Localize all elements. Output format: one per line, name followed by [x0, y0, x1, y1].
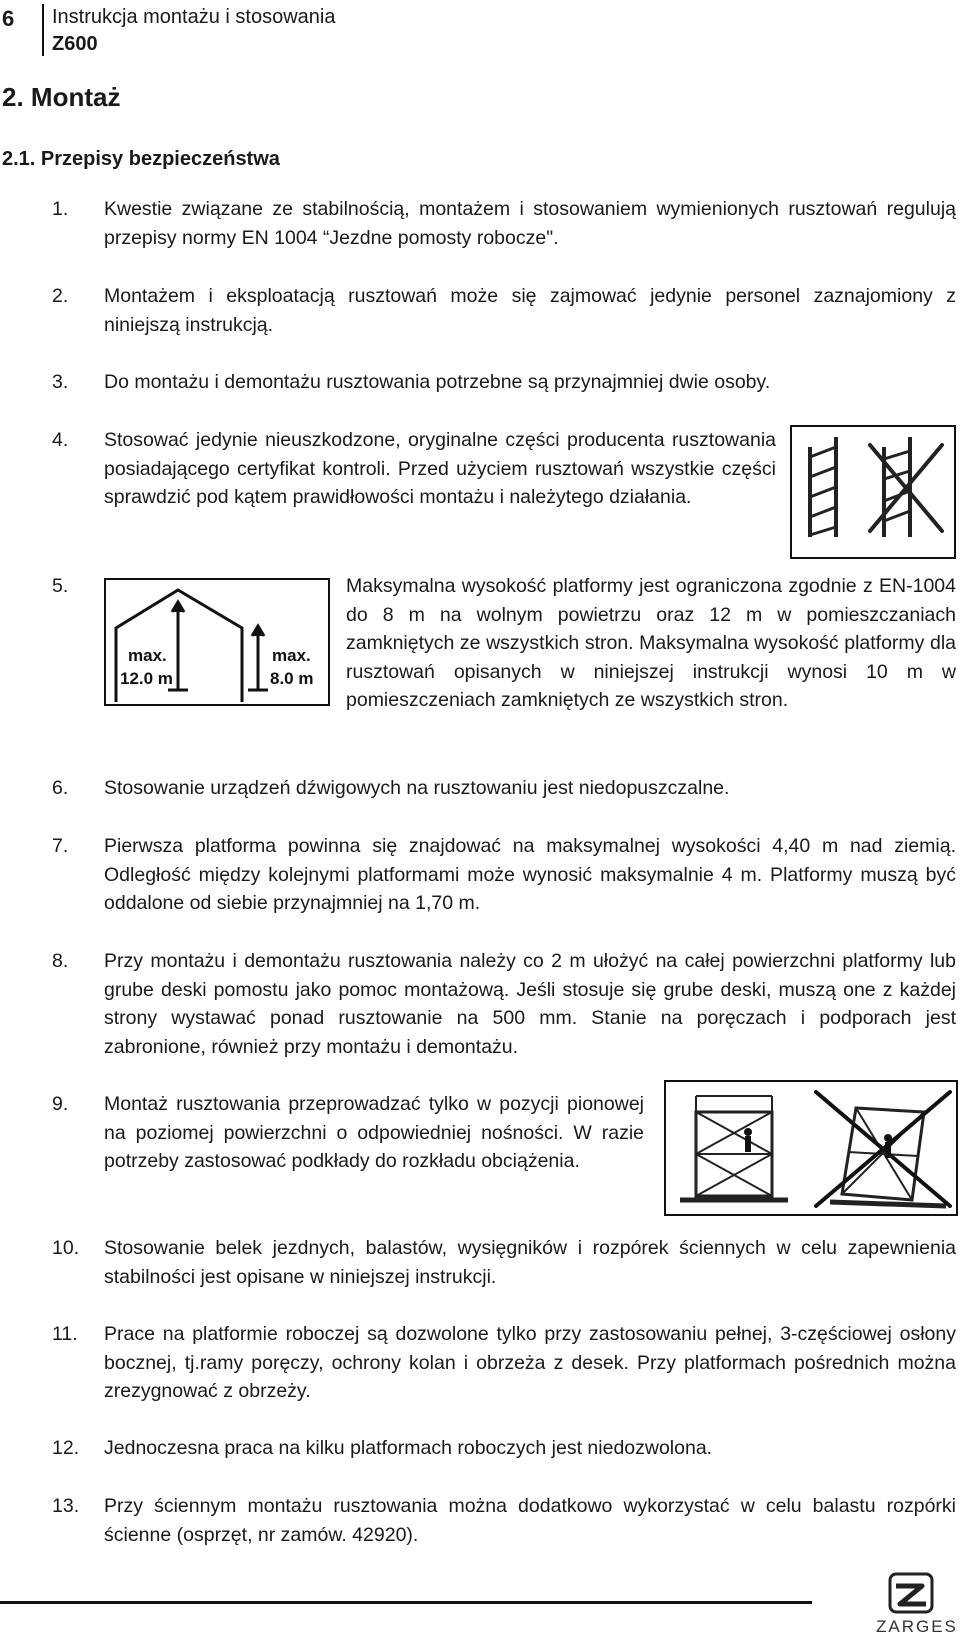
model-name: Z600 — [52, 33, 98, 55]
item-text: Przy montażu i demontażu rusztowania należy co 2 m ułożyć na całej powierzchni platformy lub grube deski pomostu jako pomoc montażową. Jeśli stosuje się grube deski, muszą one z każdej strony wystawać ponad rusztowanie na 500 mm. Stanie na poręczach i podporach jest zabronione, również przy montażu i demontażu. — [104, 950, 956, 1058]
item-number: 8. — [52, 950, 69, 972]
item-text: Stosować jedynie nieuszkodzone, oryginalne części producenta rusztowania posiadającego certyfikat kontroli. Przed użyciem rusztowań wszystkie części sprawdzić pod kątem prawidłowości montażu i należytego działania. — [104, 429, 776, 508]
item-text: Jednoczesna praca na kilku platformach roboczych jest niedozwolona. — [104, 1437, 713, 1459]
item-number: 6. — [52, 777, 69, 799]
subsection-heading: 2.1. Przepisy bezpieczeństwa — [2, 148, 280, 170]
item-text: Do montażu i demontażu rusztowania potrzebne są przynajmniej dwie osoby. — [104, 371, 771, 393]
item-number: 7. — [52, 835, 69, 857]
item-number: 9. — [52, 1093, 69, 1115]
item-text: Przy ściennym montażu rusztowania można dodatkowo wykorzystać w celu balastu rozpórki ścienne (osprzęt, nr zamów. 42920). — [104, 1495, 956, 1546]
item-number: 2. — [52, 285, 69, 307]
item-text: Montażem i eksploatacją rusztowań może się zajmować jedynie personel zaznajomiony z niniejszą instrukcją. — [104, 285, 956, 336]
item-text: Stosowanie urządzeń dźwigowych na rusztowaniu jest niedopuszczalne. — [104, 777, 730, 799]
item-text: Prace na platformie roboczej są dozwolone tylko przy zastosowaniu pełnej, 3-częściowej osłony bocznej, tj.ramy poręczy, ochrony kolan i obrzeża z desek. Przy platformach pośrednich można zrezygnować z obrzeży. — [104, 1323, 956, 1402]
item-text: Kwestie związane ze stabilnością, montażem i stosowaniem wymienionych rusztowań regulują przepisy normy EN 1004 “Jezdne pomosty robocze". — [104, 198, 956, 249]
item-text: Stosowanie belek jezdnych, balastów, wysięgników i rozpórek ściennych w celu zapewnienia stabilności jest opisane w niniejszej instrukcji. — [104, 1237, 956, 1288]
item-number: 5. — [52, 575, 69, 597]
building-height-illustration — [106, 580, 328, 704]
footer-rule — [0, 1601, 812, 1604]
item-text: Montaż rusztowania przeprowadzać tylko w pozycji pionowej na poziomej powierzchni o odpowiedniej nośności. W razie potrzeby zastosować podkłady do rozkładu obciążenia. — [104, 1093, 644, 1172]
frame-comparison-illustration — [792, 427, 954, 557]
outdoor-height-value: 8.0 m — [270, 669, 314, 688]
item-number: 10. — [52, 1237, 80, 1259]
item-number: 1. — [52, 198, 69, 220]
damaged-parts-figure — [790, 425, 956, 559]
page-number: 6 — [2, 6, 15, 31]
brand-name: ZARGES — [876, 1617, 958, 1636]
level-ground-figure — [664, 1080, 958, 1216]
max-height-figure — [104, 578, 330, 706]
document-title: Instrukcja montażu i stosowania — [52, 6, 336, 28]
section-heading: 2. Montaż — [2, 82, 121, 112]
item-text: Maksymalna wysokość platformy jest ograniczona zgodnie z EN-1004 do 8 m na wolnym powietrzu oraz 12 m w pomieszczaniach zamkniętych ze wszystkich stron. Maksymalna wysokość platformy dla rusztowań opisanych w niniejszej instrukcji wynosi 10 m w pomieszczeniach zamkniętych ze wszystkich stron. — [346, 575, 956, 711]
item-number: 12. — [52, 1437, 80, 1459]
item-number: 4. — [52, 429, 69, 451]
item-text: Pierwsza platforma powinna się znajdować na maksymalnej wysokości 4,40 m nad ziemią. Odległość między kolejnymi platformami może wynosić maksymalnie 4 m. Platformy muszą być oddalone od siebie przynajmniej na 1,70 m. — [104, 835, 956, 914]
indoor-height-value: 12.0 m — [120, 669, 173, 688]
indoor-max-label: max. — [128, 646, 167, 665]
outdoor-max-label: max. — [272, 646, 311, 665]
item-number: 3. — [52, 371, 69, 393]
tower-level-illustration — [666, 1082, 956, 1214]
item-number: 11. — [52, 1323, 78, 1345]
header-divider — [42, 4, 44, 56]
item-number: 13. — [52, 1495, 80, 1517]
